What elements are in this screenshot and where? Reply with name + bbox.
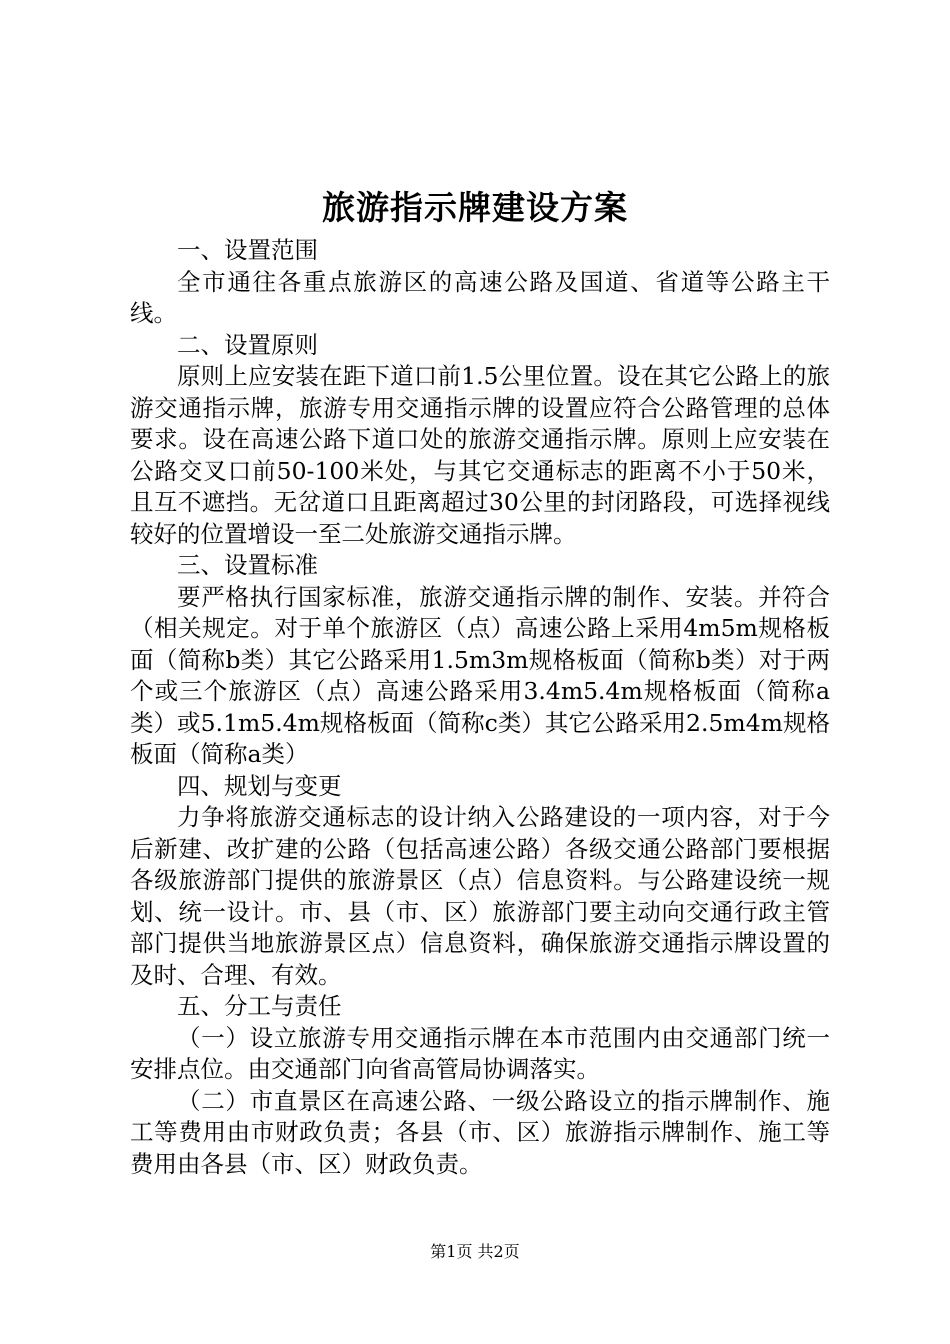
paragraph: （一）设立旅游专用交通指示牌在本市范围内由交通部门统一安排点位。由交通部门向省高管局协调落实。 [130,1023,830,1083]
section-heading: 五、分工与责任 [177,992,342,1020]
page-number-footer: 第1页 共2页 [430,1242,520,1261]
document-body [130,235,830,1180]
paragraph: 全市通往各重点旅游区的高速公路及国道、省道等公路主干线。 [130,267,830,327]
section-heading: 一、设置范围 [177,236,318,264]
paragraph: 原则上应安装在距下道口前1.5公里位置。设在其它公路上的旅游交通指示牌，旅游专用交通指示牌的设置应符合公路管理的总体要求。设在高速公路下道口处的旅游交通指示牌。原则上应安装在公路交叉口前50-100米处，与其它交通标志的距离不小于50米，且互不遮挡。无岔道口且距离超过30公里的封闭路段，可选择视线较好的位置增设一至二处旅游交通指示牌。 [130,362,830,548]
section-heading: 二、设置原则 [177,330,318,359]
document-title: 旅游指示牌建设方案 [322,188,628,227]
section-heading: 四、规划与变更 [177,771,342,800]
section-heading: 三、设置标准 [177,551,318,579]
paragraph: 要严格执行国家标准，旅游交通指示牌的制作、安装。并符合（相关规定。对于单个旅游区（点）高速公路上采用4m5m规格板面（简称b类）其它公路采用1.5m3m规格板面（简称b类）对于两个或三个旅游区（点）高速公路采用3.4m5.4m规格板面（简称a类）或5.1m5.4m规格板面（简称c类）其它公路采用2.5m4m规格板面（简称a类） [130,582,830,768]
paragraph: （二）市直景区在高速公路、一级公路设立的指示牌制作、施工等费用由市财政负责；各县（市、区）旅游指示牌制作、施工等费用由各县（市、区）财政负责。 [130,1086,830,1178]
paragraph: 力争将旅游交通标志的设计纳入公路建设的一项内容，对于今后新建、改扩建的公路（包括高速公路）各级交通公路部门要根据各级旅游部门提供的旅游景区（点）信息资料。与公路建设统一规划、统一设计。市、县（市、区）旅游部门要主动向交通行政主管部门提供当地旅游景区点）信息资料，确保旅游交通指示牌设置的及时、合理、有效。 [130,803,830,989]
